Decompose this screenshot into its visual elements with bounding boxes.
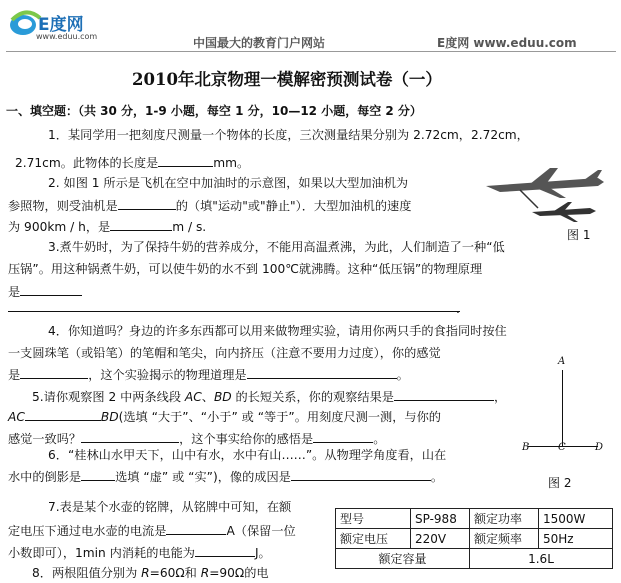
table-row [336,509,613,529]
q3-end-dot: . [456,302,460,316]
q7-line1: 7.表是某个水壶的铭牌，从铭牌中可知，在额 [48,500,292,514]
spec-cell: 额定容量 [336,549,470,569]
fig2 [518,356,608,490]
spec-cell: SP-988 [411,509,470,529]
q2-line3: 为 900km / h，是 m / s. [8,220,207,234]
q1-blank[interactable] [158,154,213,167]
spec-cell: 额定功率 [470,509,539,529]
q4-line2: 一支圆珠笔（或铅笔）的笔帽和笔尖，向内挤压（注意不要用力过度），你的感觉 [8,346,441,360]
q3-line2: 压锅”。用这种锅煮牛奶，可以使牛奶的水不到 100℃就沸腾。这种“低压锅”的物理原理 [8,262,483,276]
spec-cell: 额定电压 [336,529,411,549]
q7-blank1[interactable] [166,522,226,535]
q5-blank3[interactable] [81,430,179,443]
refuel-hose [520,190,538,208]
site-logo[interactable] [8,4,98,44]
q4-blank2[interactable] [247,366,397,379]
fig1-label: 图 1 [567,228,591,242]
receiver-plane [532,202,596,222]
section-title: 一、填空题：（共 30 分，1-9 小题，每空 1 分，10—12 小题，每空 2 分） [6,104,422,118]
q7-line2: 定电压下通过电水壶的电流是 A（保留一位 [8,524,296,538]
header-center-title: 中国最大的教育门户网站 [193,36,326,50]
spec-cell: 50Hz [539,529,613,549]
q4-line1: 4．你知道吗？身边的许多东西都可以用来做物理实验，请用你两只手的食指同时按住 [48,324,507,338]
spec-cell: 型号 [336,509,411,529]
refueling-planes-figure [480,164,612,226]
q6-blank1[interactable] [81,468,115,481]
q8-line1: 8．两根阻值分别为 R=60Ω和 R=90Ω的电 [32,566,269,580]
point-d-label: D [595,442,604,453]
point-c-label: C [558,442,566,453]
q3-blank1[interactable] [20,283,82,296]
point-b-label: B [522,442,530,453]
header-divider [6,51,616,52]
q3-line3: 是 [8,283,82,299]
table-row [336,549,613,569]
header-right-text[interactable]: E度网 www.eduu.com [437,36,577,50]
q2-line2: 参照物，则受油机是 的（填"运动"或"静止"）．大型加油机的速度 [8,199,412,213]
q6-line2: 水中的倒影是 选填 “虚” 或 “实”)，像的成因是 。 [8,470,444,484]
q4-line3: 是 ，这个实验揭示的物理道理是 。 [8,368,409,382]
logo-text: E度网 [38,15,84,35]
q3-line1: 3.煮牛奶时，为了保持牛奶的营养成分，不能用高温煮沸，为此，人们制造了一种“低 [48,240,505,254]
segment-ac [562,370,563,446]
q1-line1: 1．某同学用一把刻度尺测量一个物体的长度，三次测量结果分别为 2.72cm，2.72cm， [48,128,529,142]
table-row [336,529,613,549]
q6-blank2[interactable] [291,468,431,481]
logo-url: www.eduu.com [36,32,98,41]
spec-cell: 220V [411,529,470,549]
q2-line1: 2. 如图 1 所示是飞机在空中加油时的示意图，如果以大型加油机为 [48,176,409,190]
kettle-spec-table [335,508,613,569]
fig2-label: 图 2 [548,476,572,490]
doc-title: 2010年北京物理一模解密预测试卷（一） [132,70,442,89]
q4-blank1[interactable] [20,366,88,379]
q2-blank1[interactable] [118,197,176,210]
q5-line3: 感觉一致吗？ ，这个事实给你的感悟是 。 [8,432,386,446]
spec-cell: 1.6L [470,549,613,569]
q5-blank2[interactable] [25,408,101,421]
q5-line1: 5.请你观察图 2 中两条线段 AC、BD 的长短关系，你的观察结果是 ， [32,390,507,404]
q2-blank2[interactable] [110,218,172,231]
q5-line2: AC BD(选填 “大于”、“小于” 或 “等于”。用刻度尺测一测，与你的 [8,410,441,424]
q7-blank2[interactable] [195,544,255,557]
tanker-plane [486,168,604,198]
point-a-label: A [558,356,566,367]
spec-cell: 额定频率 [470,529,539,549]
q3-blank2[interactable] [8,311,460,312]
q7-line3: 小数即可），1min 内消耗的电能为 J。 [8,546,271,560]
q1-line2: 2.71cm。此物体的长度是 mm。 [15,156,250,170]
q6-line1: 6．“桂林山水甲天下，山中有水，水中有山……”。从物理学角度看，山在 [48,448,447,462]
spec-cell: 1500W [539,509,613,529]
q5-blank1[interactable] [394,388,494,401]
q5-blank4[interactable] [313,430,373,443]
